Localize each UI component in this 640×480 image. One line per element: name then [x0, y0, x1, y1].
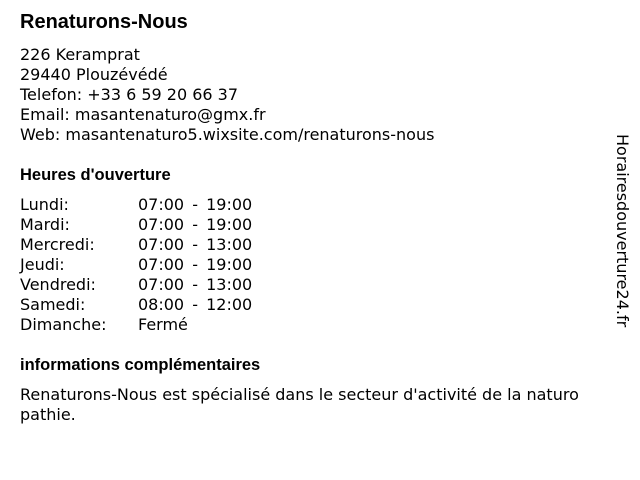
hours-close-time: 19:00: [206, 195, 253, 214]
hours-separator: -: [192, 275, 198, 294]
hours-separator: -: [192, 195, 198, 214]
hours-close-time: 13:00: [206, 275, 253, 294]
hours-day-label: Lundi:: [20, 195, 69, 214]
additional-info-title: informations complémentaires: [20, 356, 261, 374]
hours-close-time: 13:00: [206, 235, 253, 254]
hours-day-label: Mercredi:: [20, 235, 95, 254]
hours-day-label: Samedi:: [20, 295, 86, 314]
hours-open-time: 07:00: [138, 195, 185, 214]
business-name: Renaturons-Nous: [20, 11, 188, 33]
hours-separator: -: [192, 215, 198, 234]
business-card: [20, 9, 600, 425]
hours-separator: -: [192, 255, 198, 274]
business-description: Renaturons-Nous est spécialisé dans le secteur d'activité de la naturopathie.: [20, 385, 579, 424]
hours-time: [138, 275, 252, 295]
hours-open-time: 07:00: [138, 215, 185, 234]
hours-time: [138, 235, 252, 255]
hours-open-time: 07:00: [138, 255, 185, 274]
hours-open-time: 08:00: [138, 295, 185, 314]
hours-day-label: Vendredi:: [20, 275, 96, 294]
hours-row-lundi: [20, 195, 600, 215]
hours-row-mercredi: [20, 235, 600, 255]
phone-line: Telefon: +33 6 59 20 66 37: [20, 85, 239, 104]
opening-hours-title: Heures d'ouverture: [20, 166, 171, 184]
hours-open-time: 07:00: [138, 235, 185, 254]
address-city: 29440 Plouzévédé: [20, 65, 168, 84]
hours-separator: -: [192, 295, 198, 314]
hours-row-samedi: [20, 295, 600, 315]
web-line: Web: masantenaturo5.wixsite.com/renaturons-nous: [20, 125, 435, 144]
hours-close-time: 12:00: [206, 295, 253, 314]
site-brand-watermark: Horairesdouverture24.fr: [613, 134, 632, 328]
opening-hours-table: [20, 195, 600, 335]
hours-day-label: Jeudi:: [20, 255, 65, 274]
hours-closed-status: Fermé: [138, 315, 188, 334]
hours-row-jeudi: [20, 255, 600, 275]
hours-day-label: Dimanche:: [20, 315, 107, 334]
hours-time: [138, 255, 252, 275]
hours-day-label: Mardi:: [20, 215, 70, 234]
hours-row-dimanche: [20, 315, 600, 335]
hours-close-time: 19:00: [206, 215, 253, 234]
hours-time: [138, 295, 252, 315]
hours-time: [138, 215, 252, 235]
hours-close-time: 19:00: [206, 255, 253, 274]
hours-open-time: 07:00: [138, 275, 185, 294]
hours-row-vendredi: [20, 275, 600, 295]
hours-separator: -: [192, 235, 198, 254]
hours-row-mardi: [20, 215, 600, 235]
email-line: Email: masantenaturo@gmx.fr: [20, 105, 266, 124]
hours-time: [138, 195, 252, 215]
address-street: 226 Keramprat: [20, 45, 140, 64]
